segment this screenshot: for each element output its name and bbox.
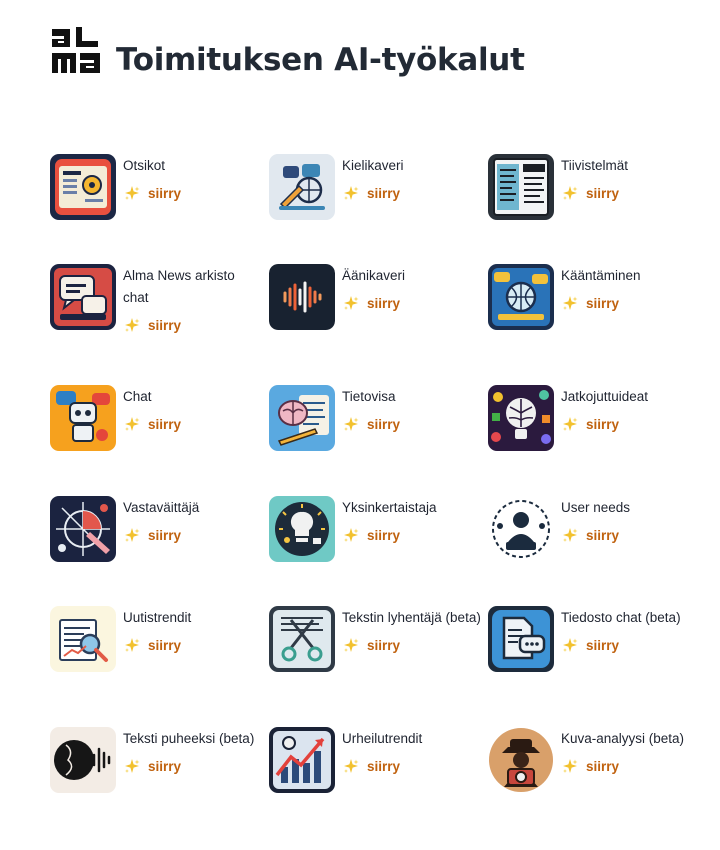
sparkles-icon xyxy=(562,758,578,774)
tool-card-otsikot xyxy=(50,154,269,264)
siirry-link[interactable] xyxy=(343,416,400,432)
sparkles-icon xyxy=(124,637,140,653)
tools-row xyxy=(50,727,710,837)
siirry-label: siirry xyxy=(367,758,401,774)
tool-card-kaantaminen xyxy=(488,264,707,385)
tool-name: Jatkojuttuideat xyxy=(561,389,649,404)
siirry-label: siirry xyxy=(367,295,401,311)
siirry-label: siirry xyxy=(586,185,620,201)
sparkles-icon xyxy=(124,758,140,774)
tool-name: Teksti puheeksi (beta) xyxy=(123,731,255,746)
siirry-link[interactable] xyxy=(343,637,400,653)
siirry-label: siirry xyxy=(148,527,182,543)
tool-name: Kielikaveri xyxy=(342,158,404,173)
tool-name: Kuva-analyysi (beta) xyxy=(561,731,685,746)
tool-name: Tiedosto chat (beta) xyxy=(561,610,681,625)
tool-card-tietovisa xyxy=(269,385,488,496)
siirry-link[interactable] xyxy=(562,637,619,653)
tool-card-tiedosto-chat xyxy=(488,606,707,727)
siirry-link[interactable] xyxy=(343,527,400,543)
siirry-link[interactable] xyxy=(124,185,181,201)
sparkles-icon xyxy=(562,295,578,311)
sparkles-icon xyxy=(343,527,359,543)
text-to-speech-icon[interactable] xyxy=(50,727,116,793)
siirry-label: siirry xyxy=(148,637,182,653)
tool-text xyxy=(342,154,482,206)
tool-card-jatkojuttuideat xyxy=(488,385,707,496)
siirry-label: siirry xyxy=(367,416,401,432)
siirry-link[interactable] xyxy=(124,416,181,432)
siirry-link[interactable] xyxy=(343,295,400,311)
sparkles-icon xyxy=(124,317,140,333)
news-trends-icon[interactable] xyxy=(50,606,116,672)
alma-logo xyxy=(50,25,102,77)
siirry-link[interactable] xyxy=(562,758,619,774)
tool-text xyxy=(123,727,263,779)
siirry-label: siirry xyxy=(367,527,401,543)
tools-row xyxy=(50,496,710,606)
tool-text xyxy=(342,385,482,437)
tool-name: Otsikot xyxy=(123,158,166,173)
tool-card-uutistrendit xyxy=(50,606,269,727)
quiz-icon[interactable] xyxy=(269,385,335,451)
tool-name: Urheilutrendit xyxy=(342,731,423,746)
tool-card-tiivistelmat xyxy=(488,154,707,264)
sparkles-icon xyxy=(562,637,578,653)
siirry-link[interactable] xyxy=(343,185,400,201)
sports-trends-icon[interactable] xyxy=(269,727,335,793)
tool-name: Vastaväittäjä xyxy=(123,500,200,515)
siirry-link[interactable] xyxy=(562,416,619,432)
sparkles-icon xyxy=(343,758,359,774)
page-header xyxy=(50,24,525,78)
tool-name: Äänikaveri xyxy=(342,268,406,283)
siirry-link[interactable] xyxy=(124,527,181,543)
tools-row xyxy=(50,154,710,264)
tool-text xyxy=(123,385,263,437)
simplifier-icon[interactable] xyxy=(269,496,335,562)
tool-name: User needs xyxy=(561,500,631,515)
translation-icon[interactable] xyxy=(488,264,554,330)
siirry-link[interactable] xyxy=(124,758,181,774)
siirry-link[interactable] xyxy=(562,185,619,201)
tool-name: Tekstin lyhentäjä (beta) xyxy=(342,610,481,625)
tool-text xyxy=(342,606,482,658)
image-analysis-icon[interactable] xyxy=(488,727,554,793)
tool-card-user-needs xyxy=(488,496,707,606)
tool-card-aanikaveri xyxy=(269,264,488,385)
headlines-icon[interactable] xyxy=(50,154,116,220)
tool-text xyxy=(561,496,701,548)
text-shortener-icon[interactable] xyxy=(269,606,335,672)
tool-card-urheilutrendit xyxy=(269,727,488,837)
tool-text xyxy=(342,496,482,548)
archive-chat-icon[interactable] xyxy=(50,264,116,330)
sparkles-icon xyxy=(124,416,140,432)
tool-text xyxy=(561,606,701,658)
opponent-icon[interactable] xyxy=(50,496,116,562)
summaries-icon[interactable] xyxy=(488,154,554,220)
siirry-label: siirry xyxy=(586,637,620,653)
siirry-link[interactable] xyxy=(343,758,400,774)
tool-text xyxy=(123,154,263,206)
tool-card-chat xyxy=(50,385,269,496)
tool-card-kielikaveri xyxy=(269,154,488,264)
tool-text xyxy=(123,606,263,658)
tool-text xyxy=(561,727,701,779)
siirry-label: siirry xyxy=(586,416,620,432)
tool-name: Tiivistelmät xyxy=(561,158,629,173)
tool-text xyxy=(342,727,482,779)
siirry-link[interactable] xyxy=(562,295,619,311)
language-buddy-icon[interactable] xyxy=(269,154,335,220)
sparkles-icon xyxy=(562,416,578,432)
tool-text xyxy=(561,154,701,206)
tool-text xyxy=(123,496,263,548)
tools-row xyxy=(50,385,710,496)
siirry-link[interactable] xyxy=(124,317,181,333)
follow-up-ideas-icon[interactable] xyxy=(488,385,554,451)
siirry-label: siirry xyxy=(148,317,182,333)
sparkles-icon xyxy=(343,416,359,432)
tools-grid xyxy=(50,154,710,837)
tool-card-vastavaittaja xyxy=(50,496,269,606)
tool-card-teksti-puheeksi xyxy=(50,727,269,837)
tool-card-tekstin-lyhentaja xyxy=(269,606,488,727)
tool-name: Yksinkertaistaja xyxy=(342,500,437,515)
tool-text xyxy=(342,264,482,316)
sparkles-icon xyxy=(124,527,140,543)
tools-row xyxy=(50,606,710,727)
tool-name: Tietovisa xyxy=(342,389,396,404)
siirry-label: siirry xyxy=(586,295,620,311)
tool-name: Kääntäminen xyxy=(561,268,641,283)
siirry-link[interactable] xyxy=(562,527,619,543)
sparkles-icon xyxy=(562,527,578,543)
siirry-link[interactable] xyxy=(124,637,181,653)
sparkles-icon xyxy=(343,637,359,653)
tool-name: Alma News arkisto chat xyxy=(123,268,235,305)
siirry-label: siirry xyxy=(586,758,620,774)
sparkles-icon xyxy=(343,295,359,311)
siirry-label: siirry xyxy=(367,185,401,201)
siirry-label: siirry xyxy=(148,416,182,432)
siirry-label: siirry xyxy=(367,637,401,653)
page-title: Toimituksen AI-työkalut xyxy=(116,42,525,78)
sparkles-icon xyxy=(124,185,140,201)
sparkles-icon xyxy=(562,185,578,201)
user-needs-icon[interactable] xyxy=(488,496,554,562)
siirry-label: siirry xyxy=(148,758,182,774)
tool-text xyxy=(561,264,701,316)
siirry-label: siirry xyxy=(148,185,182,201)
tools-row xyxy=(50,264,710,385)
tool-card-kuva-analyysi xyxy=(488,727,707,837)
tool-text xyxy=(561,385,701,437)
tool-card-yksinkertaistaja xyxy=(269,496,488,606)
sparkles-icon xyxy=(343,185,359,201)
chat-robot-icon[interactable] xyxy=(50,385,116,451)
tool-name: Uutistrendit xyxy=(123,610,192,625)
tool-name: Chat xyxy=(123,389,152,404)
tool-text xyxy=(123,264,263,338)
siirry-label: siirry xyxy=(586,527,620,543)
tool-card-alma-news-arkisto-chat xyxy=(50,264,269,385)
audio-buddy-icon[interactable] xyxy=(269,264,335,330)
file-chat-icon[interactable] xyxy=(488,606,554,672)
